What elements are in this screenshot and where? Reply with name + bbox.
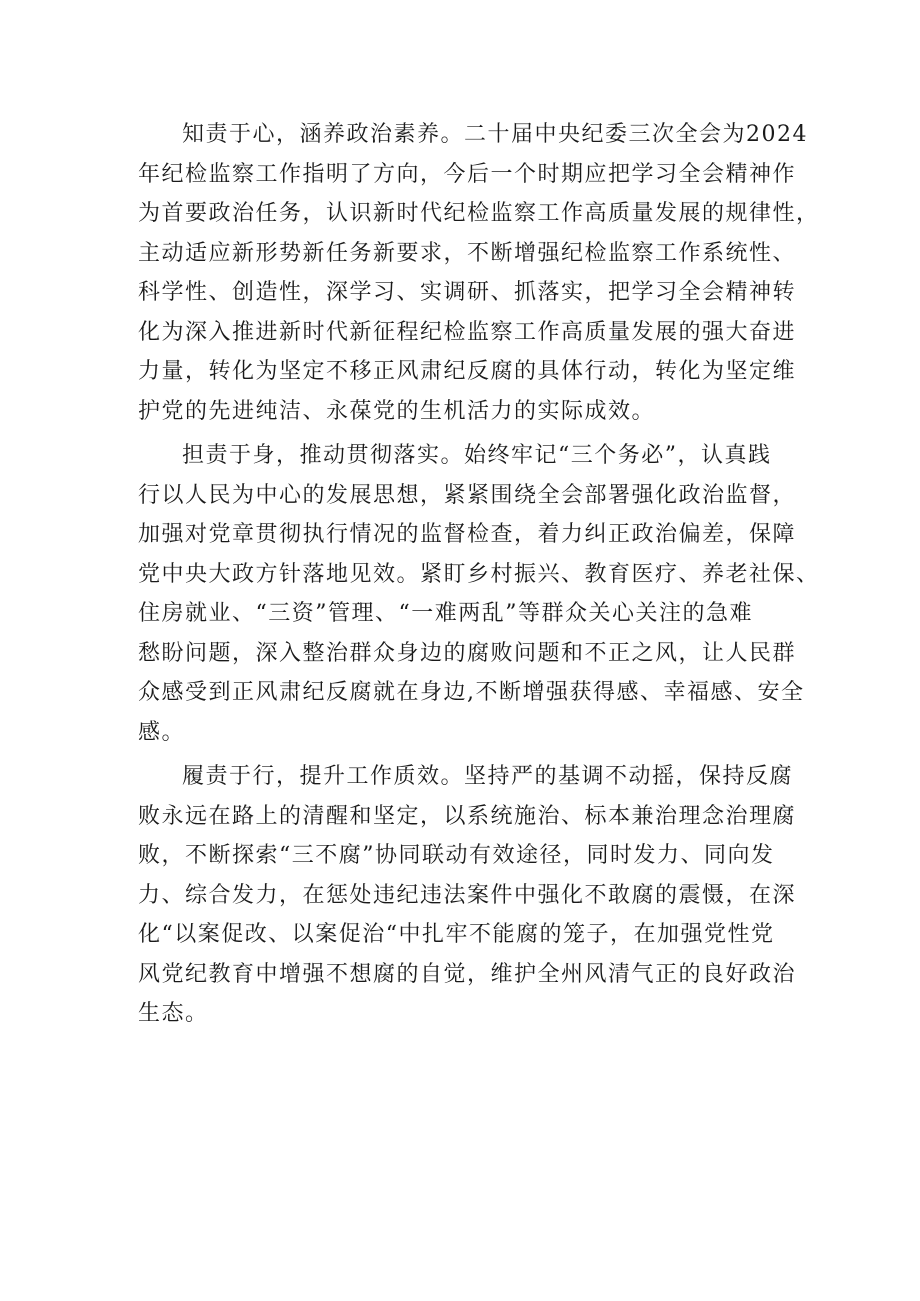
text-line: 护党的先进纯洁、永葆党的生机活力的实际成效。: [138, 398, 656, 424]
text-line: 败永远在路上的清醒和坚定，以系统施治、标本兼治理念治理腐: [138, 803, 797, 829]
text-line: 力量，转化为坚定不移正风肃纪反腐的具体行动，转化为坚定维: [138, 359, 797, 384]
text-line: 风党纪教育中增强不想腐的自觉，维护全州风清气正的良好政治: [138, 961, 797, 987]
text-line: 为首要政治任务，认识新时代纪检监察工作高质量发展的规律性，: [138, 201, 820, 226]
text-line: 力、综合发力，在惩处违纪违法案件中强化不敢腐的震慑，在深: [138, 882, 797, 908]
paragraph-lvze-yuxing: [138, 757, 797, 1034]
text-line: 生态。: [138, 1001, 209, 1026]
text-line: 化“以案促改、以案促治“中扎牢不能腐的笼子，在加强党性党: [138, 922, 775, 947]
text-line: 党中央大政方针落地见效。紧盯乡村振兴、教育医疗、养老社保、: [138, 561, 820, 587]
text-line: 化为深入推进新时代新征程纪检监察工作高质量发展的强大奋进: [138, 319, 797, 345]
text-line: 担责于身，推动贯彻落实。始终牢记“三个务必”，认真践: [182, 443, 772, 468]
text-line: 住房就业、“三资”管理、“一难两乱”等群众关心关注的急难: [138, 601, 753, 626]
text-line: 感。: [138, 719, 186, 745]
text-line: 科学性、创造性，深学习、实调研、抓落实，把学习全会精神转: [138, 280, 797, 305]
text-line: 愁盼问题，深入整治群众身边的腐败问题和不正之风，让人民群: [138, 640, 797, 666]
paragraph-zhize-yuxin: [138, 115, 820, 431]
text-line: 众感受到正风肃纪反腐就在身边,不断增强获得感、幸福感、安全: [138, 680, 805, 705]
text-line: 行以人民为中心的发展思想，紧紧围绕全会部署强化政治监督，: [138, 482, 797, 508]
text-line: 年纪检监察工作指明了方向，今后一个时期应把学习全会精神作: [138, 161, 797, 187]
text-line: 加强对党章贯彻执行情况的监督检查，着力纠正政治偏差，保障: [138, 522, 797, 547]
paragraph-danze-yushen: [138, 436, 820, 752]
text-line: 知责于心，涵养政治素养。二十届中央纪委三次全会为2024: [182, 122, 808, 147]
text-line: 主动适应新形势新任务新要求，不断增强纪检监察工作系统性、: [138, 240, 797, 266]
document-body: [138, 115, 820, 1034]
text-line: 履责于行，提升工作质效。坚持严的基调不动摇，保持反腐: [182, 764, 794, 789]
text-line: 败，不断探索“三不腐”协同联动有效途径，同时发力、同向发: [138, 843, 775, 868]
